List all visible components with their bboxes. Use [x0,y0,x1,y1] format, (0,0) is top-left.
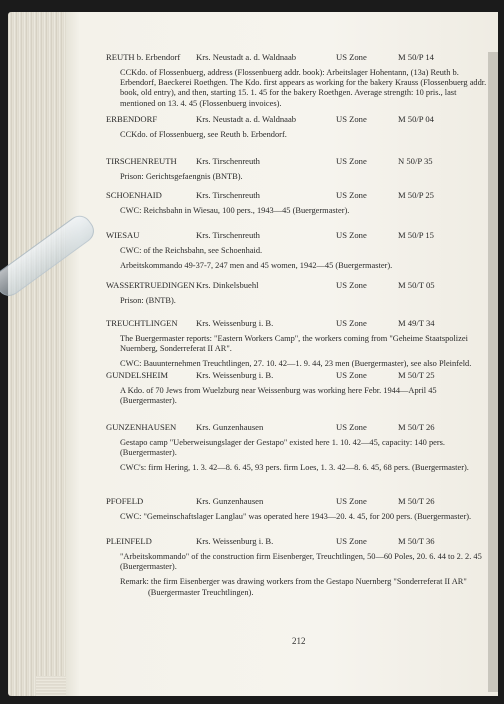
map-code: M 50/T 25 [398,370,435,380]
district: Krs. Gunzenhausen [196,496,264,506]
place-name: ERBENDORF [106,114,158,124]
zone: US Zone [336,156,367,166]
place-name: SCHOENHAID [106,190,162,200]
district: Krs. Tirschenreuth [196,190,260,200]
entry-wiesau [106,230,488,276]
district: Krs. Neustadt a. d. Waldnaab [196,52,297,62]
district: Krs. Tirschenreuth [196,156,260,166]
entry-header [106,496,488,507]
entry-header [106,318,488,329]
map-code: M 50/T 26 [398,422,435,432]
entry-header [106,370,488,381]
entry-paragraph: CWC's: firm Hering, 1. 3. 42—8. 6. 45, 93 pers. firm Loes, 1. 3. 42—8. 6. 45, 68 pers. (Buergermaster). [120,463,469,473]
entry-erbendorf [106,114,488,145]
map-code: M 50/T 05 [398,280,435,290]
entry-tirschenreuth [106,156,488,187]
entry-gunzenhausen [106,422,488,479]
district: Krs. Weissenburg i. B. [196,536,274,546]
zone: US Zone [336,114,367,124]
page-right-edge [488,52,498,692]
place-name: PLEINFELD [106,536,152,546]
entry-paragraph: CCKdo. of Flossenbuerg, see Reuth b. Erbendorf. [120,130,287,139]
entry-treuchtlingen [106,318,488,375]
district: Krs. Gunzenhausen [196,422,264,432]
district: Krs. Weissenburg i. B. [196,318,274,328]
entry-header [106,280,488,291]
entry-paragraph: Gestapo camp "Ueberweisungslager der Gestapo" existed here 1. 10. 42—45, capacity: 140 pers. (Buergermaster). [120,438,445,458]
district: Krs. Neustadt a. d. Waldnaab [196,114,297,124]
entry-reuth-b-erbendorf [106,52,488,114]
place-name: TREUCHTLINGEN [106,318,178,328]
district: Krs. Tirschenreuth [196,230,260,240]
book-page-edges [8,12,72,696]
zone: US Zone [336,230,367,240]
place-name: TIRSCHENREUTH [106,156,177,166]
entry-gundelsheim [106,370,488,411]
map-code: M 49/T 34 [398,318,435,328]
district: Krs. Weissenburg i. B. [196,370,274,380]
entry-paragraph: Prison: (BNTB). [120,296,176,305]
entry-header [106,422,488,433]
page-number: 212 [292,636,306,646]
entry-header [106,536,488,547]
map-code: M 50/P 14 [398,52,434,62]
zone: US Zone [336,370,367,380]
place-name: GUNDELSHEIM [106,370,169,380]
place-name: WIESAU [106,230,140,240]
zone: US Zone [336,190,367,200]
entry-header [106,52,488,63]
zone: US Zone [336,422,367,432]
entry-header [106,190,488,201]
map-code: M 50/P 15 [398,230,434,240]
entry-paragraph: The Buergermaster reports: "Eastern Workers Camp", the workers coming from "Geheime Staatspolizei Nuernberg, Sonderreferat II AR". [120,334,468,354]
place-name: GUNZENHAUSEN [106,422,177,432]
zone: US Zone [336,280,367,290]
place-name: REUTH b. Erbendorf [106,52,181,62]
map-code: M 50/P 04 [398,114,434,124]
entry-paragraph: CWC: "Gemeinschaftslager Langlau" was operated here 1943—20. 4. 45, for 200 pers. (Buergermaster). [120,512,472,521]
document-page [66,12,498,696]
entry-paragraph: Remark: the firm Eisenberger was drawing workers from the Gestapo Nuernberg "Sonderreferat II AR" (Buergermaster Treuchtlingen). [120,577,467,597]
entry-header [106,156,488,167]
map-code: M 50/T 26 [398,496,435,506]
entry-paragraph: Arbeitskommando 49-37-7, 247 men and 45 women, 1942—45 (Buergermaster). [120,261,393,271]
zone: US Zone [336,536,367,546]
entry-schoenhaid [106,190,488,221]
entry-paragraph: CCKdo. of Flossenbuerg, address (Flossenbuerg addr. book): Arbeitslager Hohentann, (13a) Reuth b. Erbendorf, Baeckerei Roethgen. The Kdo. first appears as working for the bakery Krauss (Flossenbuerg addr. book, old entry), and then, starting 15. 1. 45 for the bakery Roethgen. Average strength: 10 pris., last mentioned on 13. 4. 45 (Flossenbuerg invoices). [120,68,487,108]
map-code: M 50/T 36 [398,536,435,546]
entry-header [106,230,488,241]
entry-header [106,114,488,125]
entry-wassertruedingen [106,280,488,311]
map-code: N 50/P 35 [398,156,433,166]
zone: US Zone [336,496,367,506]
entry-pleinfeld [106,536,488,603]
place-name: WASSERTRUEDINGEN [106,280,195,290]
district: Krs. Dinkelsbuehl [196,280,259,290]
entry-paragraph: CWC: of the Reichsbahn, see Schoenhaid. [120,246,263,255]
place-name: PFOFELD [106,496,144,506]
entry-pfofeld [106,496,488,527]
zone: US Zone [336,318,367,328]
entry-paragraph: "Arbeitskommando" of the construction firm Eisenberger, Treuchtlingen, 50—60 Poles, 20. 6. 44 to 2. 2. 45 (Buergermaster). [120,552,482,572]
map-code: M 50/P 25 [398,190,434,200]
entry-paragraph: CWC: Reichsbahn in Wiesau, 100 pers., 1943—45 (Buergermaster). [120,206,350,215]
entry-paragraph: Prison: Gerichtsgefaengnis (BNTB). [120,172,243,181]
zone: US Zone [336,52,367,62]
entry-paragraph: CWC: Bauunternehmen Treuchtlingen, 27. 10. 42—1. 9. 44, 23 men (Buergermaster), see also Pleinfeld. [120,359,472,369]
entry-paragraph: A Kdo. of 70 Jews from Wuelzburg near Weissenburg was working here Febr. 1944—April 45 (Buergermaster). [120,386,437,406]
